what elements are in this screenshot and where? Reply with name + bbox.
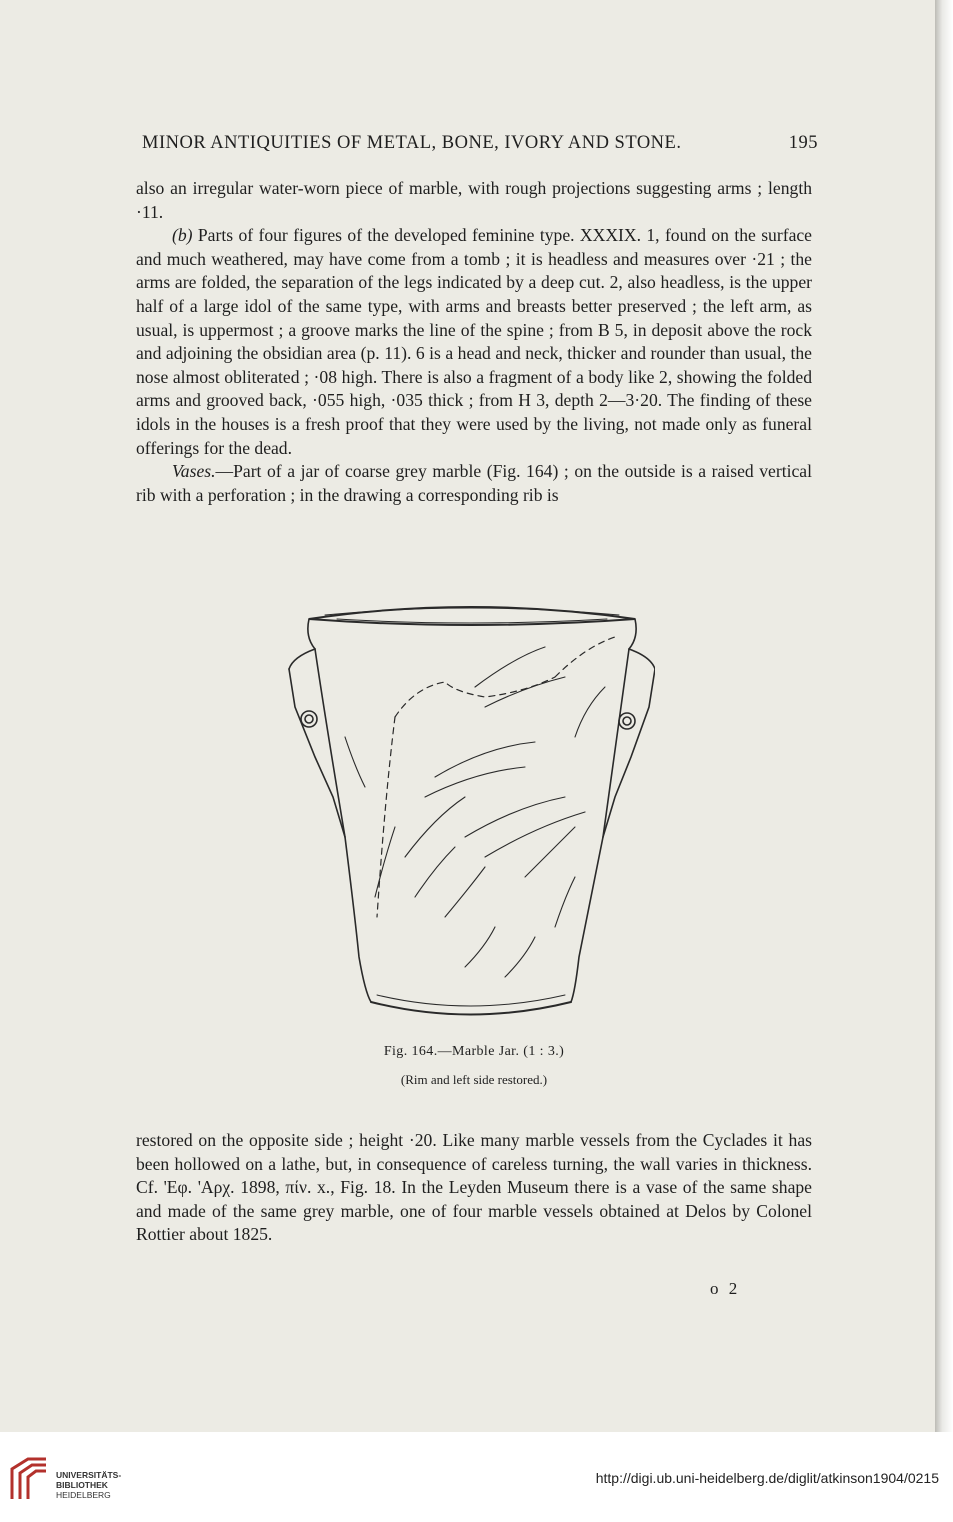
library-line-3: HEIDELBERG [56, 1490, 111, 1500]
library-name [56, 1470, 121, 1500]
library-line-2: BIBLIOTHEK [56, 1480, 108, 1490]
paragraph-restored: restored on the opposite side ; height ·20. Like many marble vessels from the Cyclades it has been hollowed on a lathe, but, in consequence of careless turning, the wall varies in thickness. Cf. 'Εφ. 'Αρχ. 1898, πίν. x., Fig. 18. In the Leyden Museum there is a vase of the same shape and made of the same grey marble, one of four marble vessels obtained at Delos by Colonel Rottier about 1825. [136, 1130, 812, 1245]
running-head-title: MINOR ANTIQUITIES OF METAL, BONE, IVORY AND STONE. [142, 133, 682, 153]
paragraph-label-b: (b) [172, 225, 193, 246]
library-logo-icon [8, 1455, 50, 1503]
marble-jar-illustration [285, 597, 655, 1031]
body-text-bottom [136, 1129, 812, 1247]
page-number: 195 [788, 133, 818, 153]
paragraph-figures-text: Parts of four figures of the developed feminine type. XXXIX. 1, found on the surface and much weathered, may have come from a tomb ; it is headless and measures over ·21 ; the arms are folded, the separation of the legs indicated by a deep cut. 2, also headless, is the upper half of a large idol of the same type, with arms and breasts better preserved ; the left arm, as usual, is uppermost ; a groove marks the line of the spine ; from B 5, in deposit above the rock and adjoining the obsidian area (p. 11). 6 is a head and neck, thicker and rounder than usual, the nose almost obliterated ; ·08 high. There is also a fragment of a body like 2, showing the folded arms and grooved back, ·055 high, ·035 thick ; from H 3, depth 2—3·20. The finding of these idols in the houses is a fresh proof that they were used by the living, not made only as funeral offerings for the dead. [136, 225, 812, 458]
body-text-top [136, 177, 812, 507]
figure-caption: Fig. 164.—Marble Jar. (1 : 3.) [383, 1044, 565, 1059]
paragraph-figures [136, 224, 812, 460]
library-line-1: UNIVERSITÄTS- [56, 1470, 122, 1480]
figure-subcaption: (Rim and left side restored.) [400, 1072, 548, 1087]
signature-mark: o 2 [710, 1279, 741, 1298]
page-edge-shadow [935, 0, 953, 1432]
source-url-link[interactable]: http://digi.ub.uni-heidelberg.de/diglit/atkinson1904/0215 [595, 1470, 939, 1486]
paragraph-continuation: also an irregular water-worn piece of marble, with rough projections suggesting arms ; length ·11. [136, 178, 812, 222]
paragraph-label-vases: Vases. [172, 461, 216, 482]
paragraph-vases [136, 460, 812, 507]
paragraph-vases-text: —Part of a jar of coarse grey marble (Fig. 164) ; on the outside is a raised vertical rib with a perforation ; in the drawing a corresponding rib is [136, 461, 812, 505]
